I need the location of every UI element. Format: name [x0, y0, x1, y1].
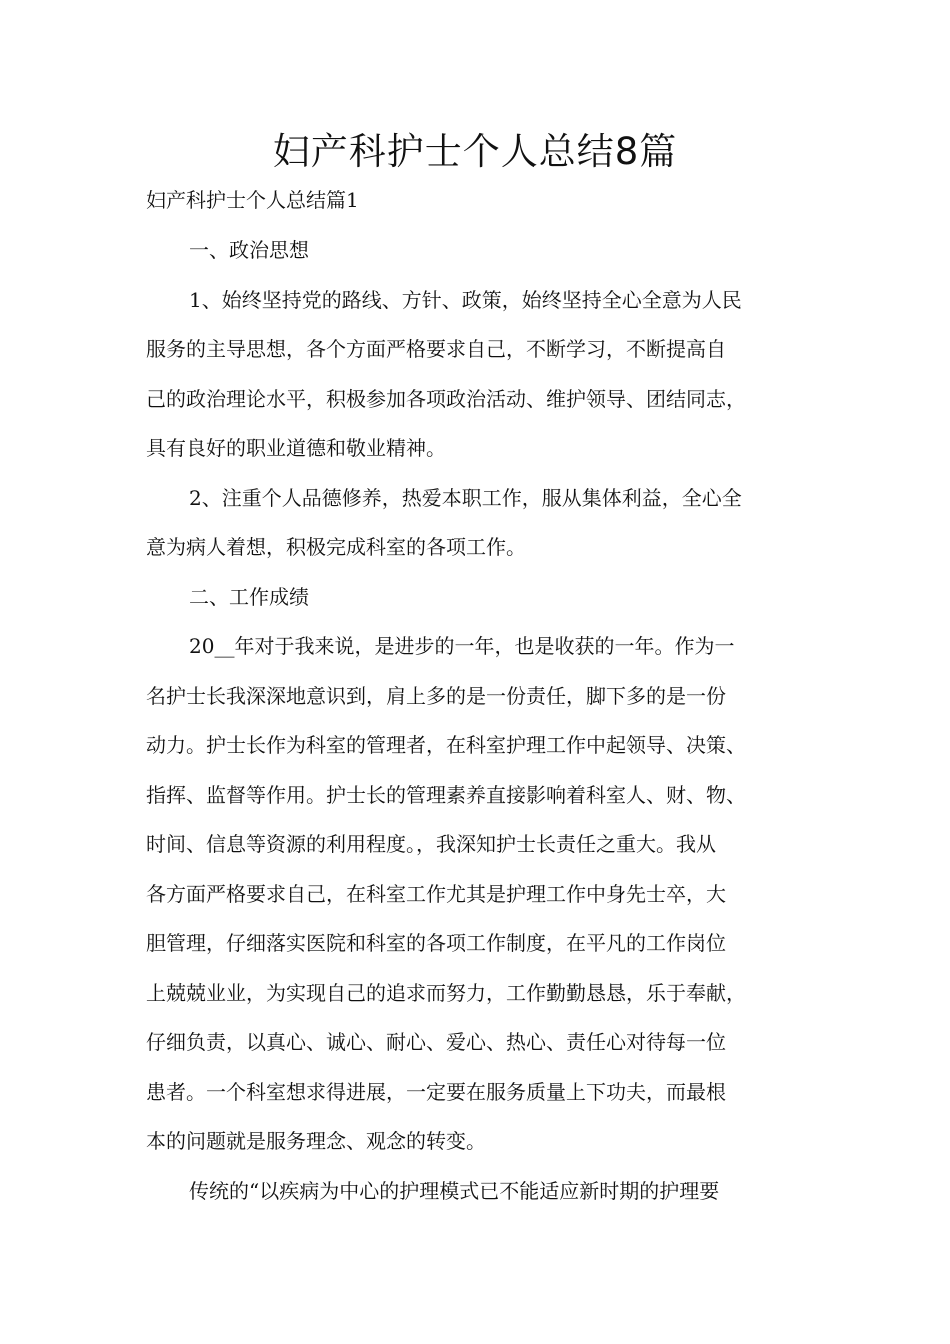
text-line: 意为病人着想，积极完成科室的各项工作。	[146, 535, 526, 559]
text-line: 动力。护士长作为科室的管理者，在科室护理工作中起领导、决策、	[146, 733, 746, 757]
document-body	[146, 226, 822, 1216]
text-line: 服务的主导思想，各个方面严格要求自己，不断学习，不断提高自	[146, 337, 726, 361]
text-line: 具有良好的职业道德和敬业精神。	[146, 436, 446, 460]
section-heading-politics: 一、政治思想	[189, 238, 309, 262]
text-line: 传统的“以疾病为中心的护理模式已不能适应新时期的护理要	[189, 1178, 720, 1203]
paragraph-moral-cultivation	[146, 474, 822, 573]
text-line: 各方面严格要求自己，在科室工作尤其是护理工作中身先士卒，大	[146, 881, 726, 906]
text-line: 己的政治理论水平，积极参加各项政治活动、维护领导、团结同志，	[146, 386, 746, 411]
text-line: 患者。一个科室想求得进展，一定要在服务质量上下功夫，而最根	[146, 1079, 726, 1104]
section-heading-achievements: 二、工作成绩	[189, 584, 309, 609]
text-line: 本的问题就是服务理念、观念的转变。	[146, 1129, 486, 1153]
text-line: 胆管理，仔细落实医院和科室的各项工作制度，在平凡的工作岗位	[146, 931, 726, 955]
paragraph-head-nurse	[146, 622, 822, 1167]
paragraph-party-line	[146, 276, 822, 474]
text-line: 20__年对于我来说，是进步的一年，也是收获的一年。作为一	[189, 634, 735, 658]
document-subtitle: 妇产科护士个人总结篇1	[146, 188, 359, 212]
text-line: 2、注重个人品德修养，热爱本职工作，服从集体利益，全心全	[189, 485, 742, 510]
text-line: 1、始终坚持党的路线、方针、政策，始终坚持全心全意为人民	[189, 287, 742, 312]
text-line: 名护士长我深深地意识到，肩上多的是一份责任，脚下多的是一份	[146, 683, 726, 708]
document-title: 妇产科护士个人总结8篇	[272, 130, 678, 173]
text-line: 时间、信息等资源的利用程度。，我深知护士长责任之重大。我从	[146, 832, 716, 856]
text-line: 上兢兢业业，为实现自己的追求而努力，工作勤勤恳恳，乐于奉献，	[146, 980, 746, 1005]
text-line: 指挥、监督等作用。护士长的管理素养直接影响着科室人、财、物、	[146, 782, 746, 807]
text-line: 仔细负责，以真心、诚心、耐心、爱心、热心、责任心对待每一位	[146, 1030, 726, 1054]
paragraph-traditional-model	[146, 1167, 822, 1217]
